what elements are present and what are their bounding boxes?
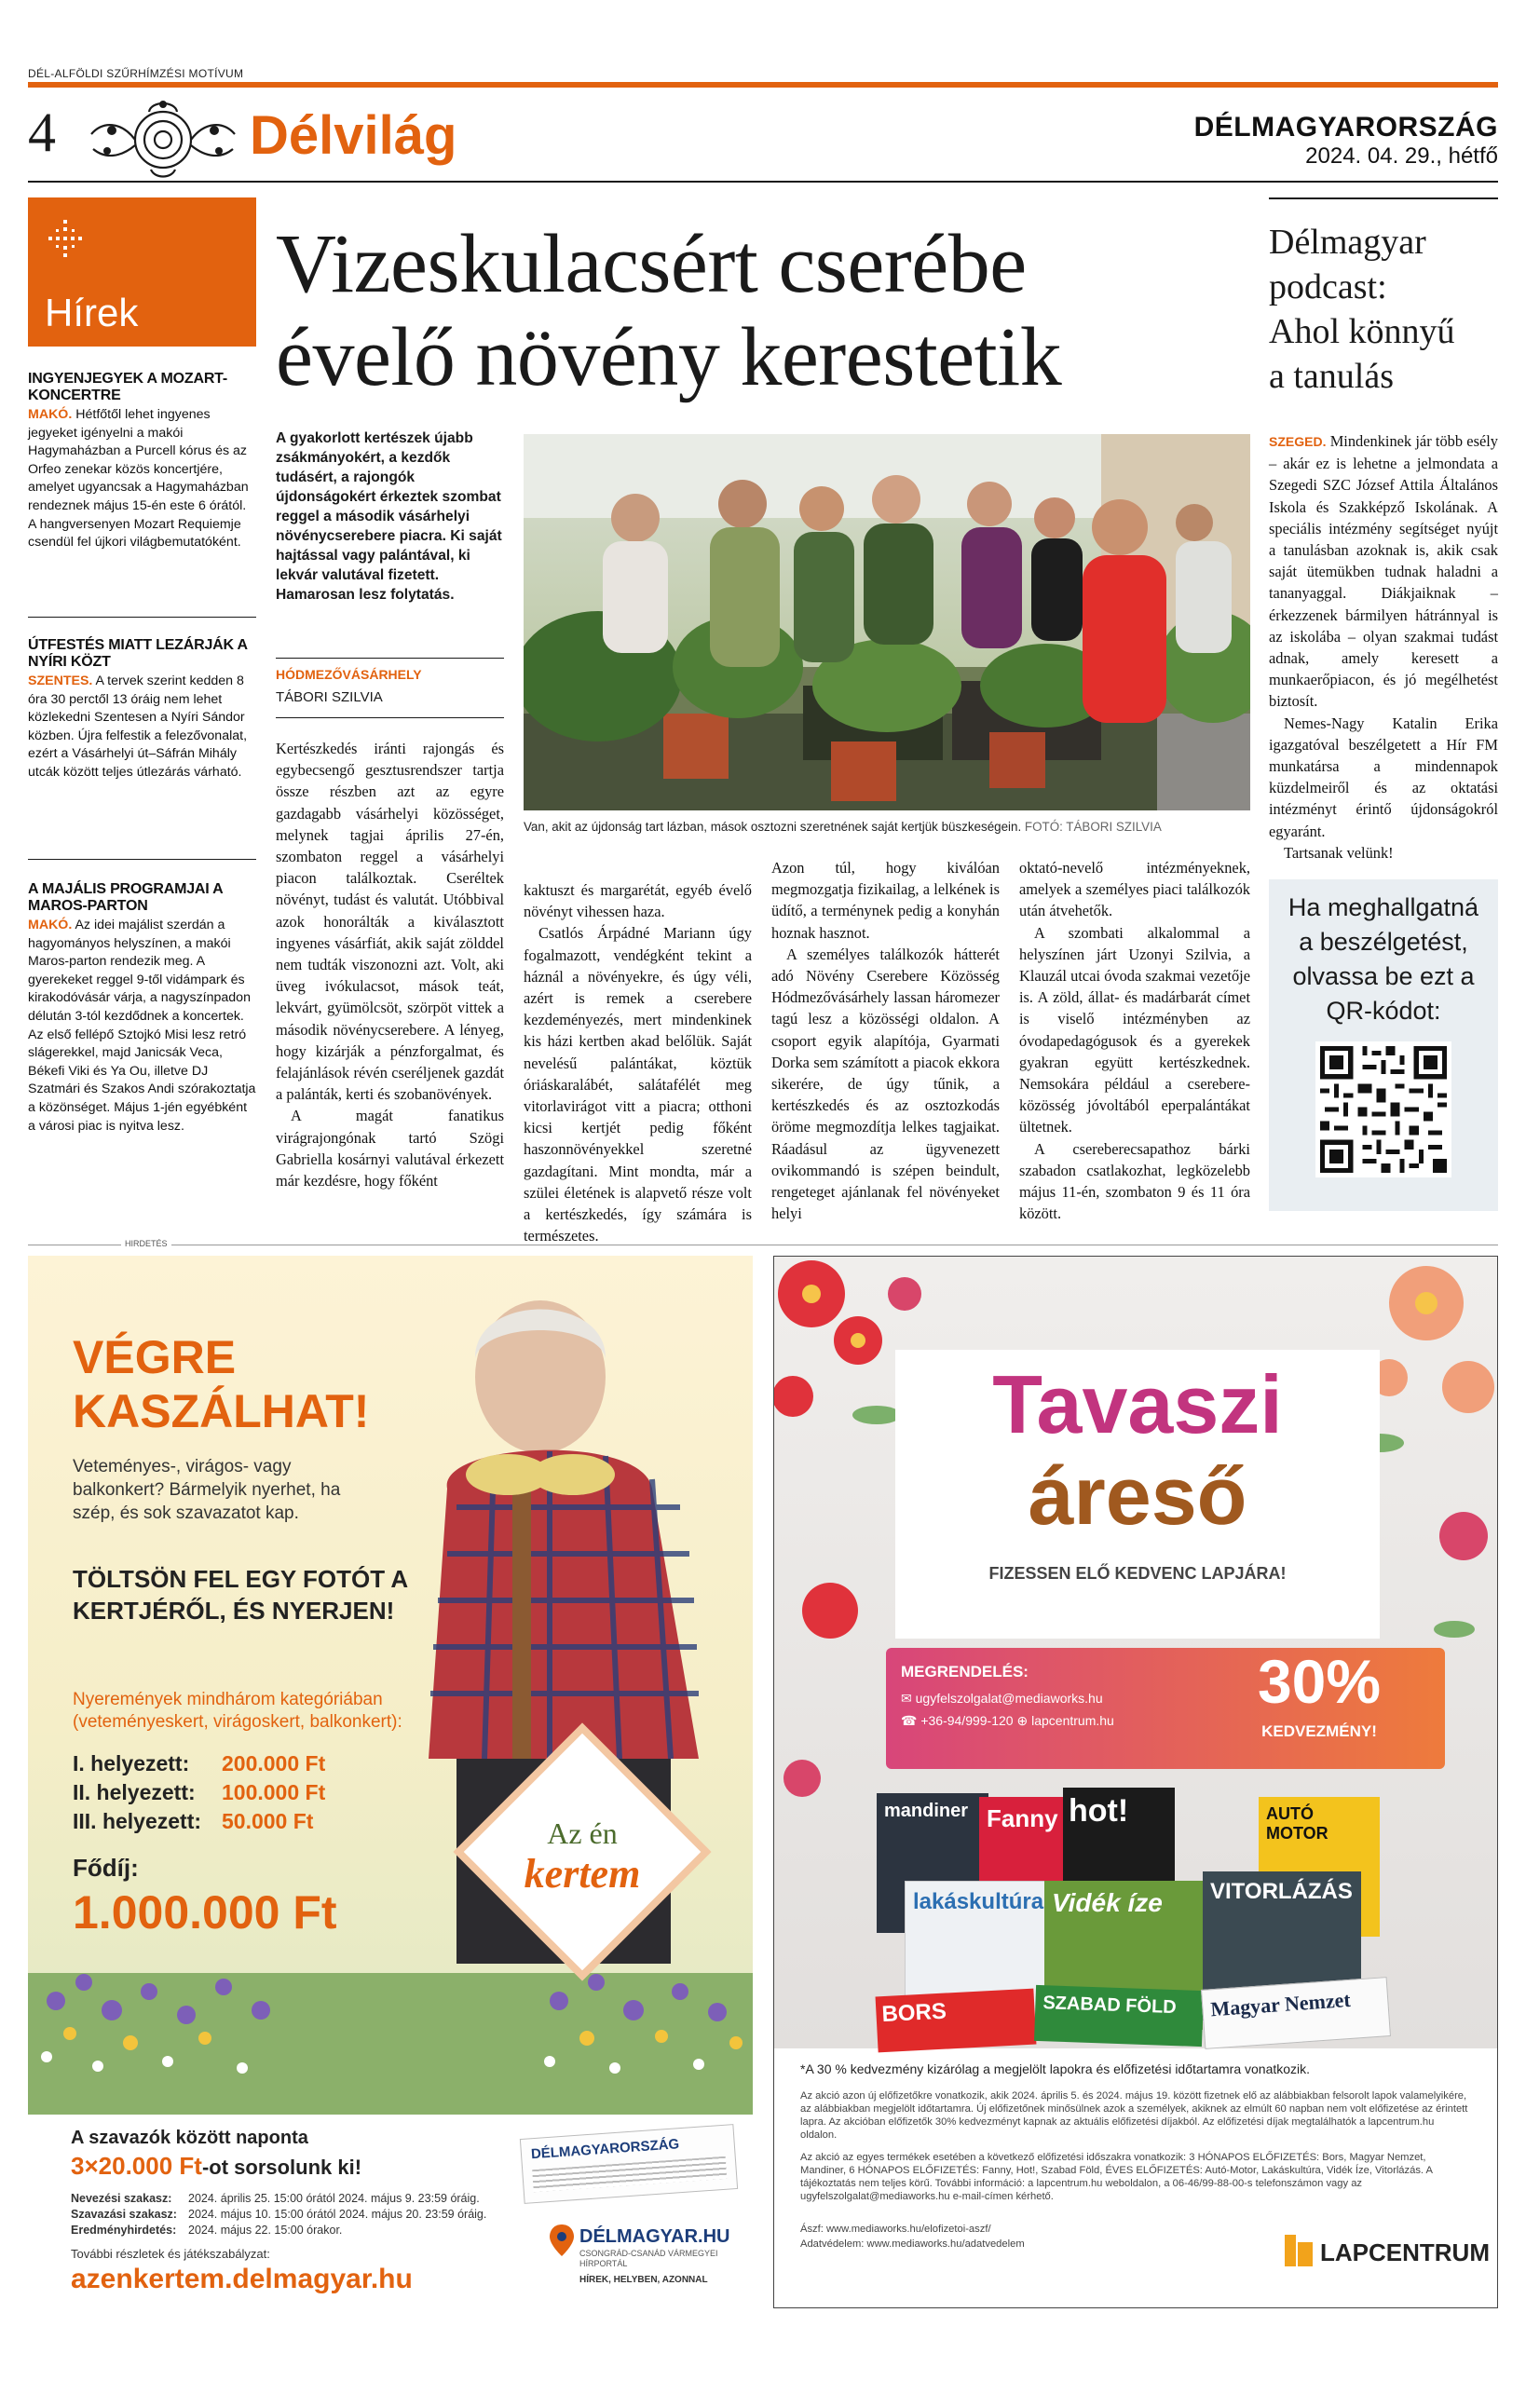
brief-1 [28,371,256,552]
daily-prize [71,2152,361,2181]
fine-print-2: Az akció az egyes termékek esetében a következő előfizetési időszakra vonatkozik: 3 HÓNAPOS ELŐFIZETÉS: Bors, Magyar Nemzet, Mandiner, 6 HÓNAPOS ELŐFIZETÉS: Fanny, Hot!, Szabad Föld, ÉVES ELŐFIZETÉS: Autó-Motor, Lakáskultúra, Vidék Íze, Vitorlázás. A tájékoztatás nem teljes körű. További információ: a lapcentrum.hu weboldalon, a 06-46/99-88-00-s telefonszámon vagy az ugyfelszolgalat@mediaworks.hu e-mail-címen kérhető. [800,2152,1433,2202]
fine-print-1: Az akció azon új előfizetőkre vonatkozik, akik 2024. április 5. és 2024. május 19. között fizetnek elő az alábbiakban felsorolt lapok valamelyikére, az alábbiakban megjelölt időtartamra. Új előfizetőnek minősülnek azok a személyek, akiknek az elmúlt 60 napban nem volt előfizetése az érintett lapra. Az akcióban előfizetők 30% kedvezményt kapnak az aktuális előfizetési díjakból. Az előfizetési díjak megtalálhatók a lapcentrum.hu oldalon. [800,2090,1468,2141]
brief-3-title: A MAJÁLIS PROGRAMJAI A MAROS-PARTON [28,881,223,914]
kertem-prizes [73,1749,445,1836]
author-divider [276,717,504,718]
kertem-logo-text-1: Az én [547,1816,618,1850]
kertem-headline-2: KASZÁLHAT! [73,1385,370,1437]
schedule [71,2191,555,2238]
col4-para-1: oktató-nevelő intézményeknek, amelyek a személyes piaci találkozók után átvehetők. [1019,859,1250,920]
brief-3-text: Az idei majálist szerdán a hagyományos helyszínen, a makói Maros-parton rendezik meg. A gyerekeket reggel 9-től vidámpark és kirakodóvásár várja, a nagyszínpadon délután 3-tól kezdődnek a koncertek. Az első fellépő Sztojkó Misi lesz retró slágerekkel, majd Janicsák Veca, Békefi Viki és Ya Ou, illetve DJ Szatmári és Szakos Andi szórakoztatja a közönséget. Május 1-jén egyébként a városi piac is nyitva lesz. [28,918,256,1134]
brief-2-title: ÚTFESTÉS MIATT LEZÁRJÁK A NYÍRI KÖZT [28,637,248,670]
podcast-title-2: podcast: [1269,267,1387,306]
schedule-3-label: Eredményhirdetés: [71,2224,177,2237]
kertem-url[interactable]: azenkertem.delmagyar.hu [71,2264,413,2294]
brief-divider-2 [28,859,256,860]
prize-2-value: 100.000 Ft [222,1780,326,1804]
col3-para-2: A személyes találkozók hátterét adó Növény Cserebere Közösség Hódmezővásárhely lassan háromezer tagú lesz a közösségi oldalon. A csoport egyik alapítója, Gyarmati Dorka sem számított a piacok ekkora sikerére, de úgy tűnik, a kertészkedés és az osztozkodás öröme megmozdítja lelkes tagjaikat. Ráadásul az ügyvenezett ovikommandó is szépen beindult, rengeteget ajánlanak fel növényeket helyi [771,945,1000,1223]
headline-line-2: évelő növény kerestetik [276,311,1062,403]
schedule-2-value: 2024. május 10. 15:00 órától 2024. május 20. 23:59 óráig. [188,2208,487,2221]
qr-text: Ha meghallgatná a beszélgetést, olvassa be ezt a QR-kódot: [1288,893,1479,1025]
podcast-title-3: Ahol könnyű [1269,312,1455,351]
schedule-2-label: Szavazási szakasz: [71,2208,177,2221]
promo-title-2: áreső [1028,1449,1247,1542]
magazine-stack [877,1778,1417,2048]
lapcentrum-ad [773,1256,1498,2308]
brand-sub: CSONGRÁD-CSANÁD VÁRMEGYEI HÍRPORTÁL [579,2249,718,2268]
page-number: 4 [28,102,56,163]
newspaper-lines [532,2156,727,2192]
col2-para-1: kaktuszt és margarétát, egyéb évelő növényt vihessen haza. [524,881,752,921]
map-pin-icon [550,2224,574,2256]
podcast-para-2: Nemes-Nagy Katalin Erika igazgatóval beszélgetett a Hír FM munkatársa a mindennapok küzdelmeiről és az oktatási intézményt érintő újdonságokról egyaránt. [1269,714,1498,840]
prize-1-label: I. helyezett: [73,1751,190,1775]
photo-credit: FOTÓ: TÁBORI SZILVIA [1024,820,1162,834]
brief-1-text: Hétfőtől lehet ingyenes jegyeket igényelni a makói Hagymaházban a Purcell kórus és az Orfeo zenekar közös koncertjére, amelyet ugyancsak a Hagymaházban rendeznek május 15-én este 6 órától. A hangversenyen Mozart Requiemje csendül fel újkori világbemutatóként. [28,407,249,551]
lapcentrum-logo-text: LAPCENTRUM [1320,2238,1490,2266]
main-prize-value: 1.000.000 Ft [73,1886,337,1939]
mag-mandiner: mandiner [877,1793,988,1933]
article-dateline: HÓDMEZŐVÁSÁRHELY [276,667,422,682]
podcast-para-1: Mindenkinek jár több esély – akár ez is lehetne a jelmondata a Szegedi SZC József Attila Általános Iskola és Szakképző Iskolának. A speciális intézmény segítséget nyújt a tanulásban azoknak is, akik csak saját ütemükben tudnak haladni a tananyaggal. Diákjaiknak – érkezzenek bármilyen hátránnyal is az iskolába – olyan szakmai tudást adnak, amely keresett a munkaerőpiacon, és jó megélhetést biztosít. [1269,432,1498,711]
lapcentrum-logo-icon [1285,2235,1313,2266]
podcast-title [1269,220,1498,399]
header-orange-rule [28,82,1498,88]
aszf-link[interactable]: Ászf: www.mediaworks.hu/elofizetoi-aszf/ [800,2224,991,2235]
daily-prize-suffix: -ot sorsolunk ki! [201,2156,362,2179]
order-site-text: lapcentrum.hu [1031,1713,1114,1728]
order-phone-text: +36-94/999-120 [920,1713,1014,1728]
article-col-2 [524,879,752,1246]
order-label: MEGRENDELÉS: [901,1663,1029,1680]
brief-divider-1 [28,617,256,618]
podcast-para-3: Tartsanak velünk! [1284,843,1394,862]
podcast-location: SZEGED. [1269,434,1327,449]
brief-1-title: INGYENJEGYEK A MOZART-KONCERTRE [28,371,227,403]
newspaper-mast: DÉLMAGYARORSZÁG [530,2136,680,2163]
col3-para-1: Azon túl, hogy kiválóan megmozgatja fizikailag, a lelkének is üdítő, a terménynek pedig a konyhán hoznak hasznot. [771,859,1000,942]
caption-text: Van, akit az újdonság tart lázban, mások osztozni szeretnének saját kertjük büszkeségein. [524,820,1022,834]
promo-title [895,1359,1380,1542]
header-bottom-rule [28,181,1498,183]
mag-videk-ize: Vidék íze [1044,1881,1203,2030]
mail-icon: ✉ [901,1691,916,1706]
article-author: TÁBORI SZILVIA [276,689,383,705]
kertem-ad [28,1256,753,2308]
kertem-headline-1: VÉGRE [73,1331,237,1383]
section-title: Délvilág [250,105,457,166]
brand-name: DÉLMAGYAR.HU [579,2226,730,2247]
mag-automotor: AUTÓ MOTOR [1259,1797,1380,1937]
discount-value: 30% [1257,1647,1382,1716]
kertem-prizes-intro: Nyeremények mindhárom kategóriában (veteményeskert, virágoskert, balkonkert): [73,1690,402,1732]
mag-hot: hot! [1063,1788,1175,1937]
article-photo [524,434,1250,810]
lead-divider [276,658,504,659]
brief-2-text: A tervek szerint kedden 8 óra 30 perctől 13 óráig nem lehet közlekedni Szentesen a Nyíri Sándor közben. Újra felfestik a felezővonalat, ezért a Vásárhelyi út–Sáfrán Mihály utcák között teljes útlezárás várható. [28,673,248,780]
podcast-top-rule [1269,197,1498,199]
qr-box [1269,879,1498,1211]
mag-lakaskultura: lakáskultúra [905,1881,1054,2020]
issue-date: 2024. 04. 29., hétfő [1305,143,1498,169]
schedule-1-label: Nevezési szakasz: [71,2192,172,2205]
schedule-3-value: 2024. május 22. 15:00 órakor. [188,2224,343,2237]
kertem-logo [461,1731,703,1973]
discount-label: KEDVEZMÉNY! [1261,1722,1377,1740]
article-col-3 [771,857,1000,1224]
privacy-link[interactable]: Adatvédelem: www.mediaworks.hu/adatvedelem [800,2238,1025,2250]
paper-name: DÉLMAGYARORSZÁG [1193,112,1498,143]
news-box [28,197,256,347]
news-box-title: Hírek [45,291,139,334]
brief-2 [28,637,256,782]
order-phone[interactable] [901,1713,1114,1729]
brief-3-location: MAKÓ. [28,918,73,932]
prize-3-value: 50.000 Ft [222,1809,314,1833]
order-email-text: ugyfelszolgalat@mediaworks.hu [915,1691,1103,1706]
newspaper-mock [520,2124,738,2204]
mag-magyar-nemzet: Magyar Nemzet [1201,1977,1391,2049]
order-email[interactable] [901,1691,1103,1707]
daily-line: A szavazók között naponta [71,2128,308,2148]
photo-caption [524,820,1250,834]
col4-para-3: A csereberecsapathoz bárki szabadon csatlakozhat, legközelebb május 11-én, szombaton 9 és 11 óra között. [1019,1139,1250,1223]
kertem-logo-text-2: kertem [524,1851,641,1897]
col1-para-1: Kertészkedés iránti rajongás és egybecsengő gesztusrendszer tartja össze részben azt az egyre gazdagabb vásárhelyi közösséget, melynek tagjai április 27-én, szombaton reggel a vásárhelyi piacon találkoztak. Cseréltek növényt, tudást és valutát. Utóbbival azok honorálták a kiválasztott ingyenes vásárfiát, akik saját zölddel nem tudták viszonozni azt. Volt, aki üveg ivókulacsot, mások teát, lekvárt, gyümölcsöt, szörpöt vittek a második növénycserebere. A lényeg, hogy kizárják a pénzforgalmat, és felajánlások révén cseréljenek gazdát a palánták, kerti és szobanövények. [276,740,504,1104]
schedule-row-2 [71,2207,555,2223]
article-lead: A gyakorlott kertészek újabb zsákmányokért, a kezdők tudásért, a rajongók újdonságokért érkeztek szombat reggel a második vásárhelyi növénycserebere piacra. Ki saját hajtással vagy palántával, ki lekvár valutával fizetett. Hamarosan lesz folytatás. [276,430,502,603]
col4-para-2: A szombati alkalommal a helyszínen járt Uzonyi Szilvia, a Klauzál utcai óvoda szakmai vezetője is. A zöld, állat- és madárbarát címet is viselő intézményben az óvodapedagógusok és a gyerekek gyakran együtt kertészkednek. Nemsokára például a cserebere-közösség jóvoltából eperpalántákat ültetnek. [1019,923,1250,1136]
more-info: További részletek és játékszabályzat: [71,2247,270,2261]
footnote: *A 30 % kedvezmény kizárólag a megjelölt lapokra és előfizetési időtartamra vonatkozik. [800,2061,1311,2076]
brand-tag: HÍREK, HELYBEN, AZONNAL [579,2275,708,2285]
qr-code-icon[interactable] [1315,1041,1451,1177]
brief-3 [28,881,256,1136]
article-headline [276,218,1245,404]
schedule-row-1 [71,2191,555,2207]
brief-1-location: MAKÓ. [28,407,73,422]
main-prize-label: Fődíj: [73,1854,139,1882]
article-col-1 [276,738,504,1191]
podcast-body [1269,430,1498,864]
headline-line-1: Vizeskulacsért cserébe [276,218,1027,310]
ad-label: HIRDETÉS [121,1239,171,1248]
folk-motif-icon [84,93,242,183]
kertem-cta: TÖLTSÖN FEL EGY FOTÓT A KERTJÉRŐL, ÉS NYERJEN! [73,1565,408,1625]
promo-title-1: Tavaszi [992,1358,1283,1450]
prize-3-label: III. helyezett: [73,1809,202,1833]
dot-grid-icon [45,218,86,259]
podcast-title-4: a tanulás [1269,357,1395,396]
mag-szabad-fold: SZABAD FÖLD [1034,1985,1204,2047]
schedule-1-value: 2024. április 25. 15:00 órától 2024. május 9. 23:59 óráig. [188,2192,480,2205]
prize-2-label: II. helyezett: [73,1780,196,1804]
brief-2-location: SZENTES. [28,673,93,688]
prize-row-2 [73,1778,445,1807]
col2-para-2: Csatlós Árpádné Mariann úgy fogalmazott, vendégként tekint a háznál a növényekre, és úgy véli, azért is remek a cserebere kezdeményezés, mert mindenkinek kis házi kertben akad belőlük. Saját nevelésű palántákat, köztük óriáskaralábét, salátafélét meg vitorlavirágot vitt a piacra; otthoni kicsi kertjét pedig főként haszonnövényekkel szeretné gazdagítani. Mint mondta, már a szülei életének is alapvető része volt a kertészkedés, így számára is természetes. [524,924,752,1245]
daily-prize-amount: 3×20.000 Ft [71,2152,202,2180]
promo-subtitle: FIZESSEN ELŐ KEDVENC LAPJÁRA! [988,1564,1287,1583]
prize-row-1 [73,1749,445,1778]
prize-row-3 [73,1807,445,1836]
page-kicker: DÉL-ALFÖLDI SZŰRHÍMZÉSI MOTÍVUM [28,67,244,80]
phone-icon: ☎ [901,1713,921,1728]
article-col-4 [1019,857,1250,1224]
mag-vitorlazas: VITORLÁZÁS [1203,1871,1361,2020]
mag-bors: BORS [876,1989,1037,2053]
prize-1-value: 200.000 Ft [222,1751,326,1775]
kertem-headline [73,1330,369,1438]
globe-icon: ⊕ [1016,1713,1032,1728]
col1-para-2: A magát fanatikus virágrajongónak tartó Szögi Gabriella kosárnyi valutával érkezett már kezdésre, hogy főként [276,1107,504,1190]
schedule-row-3 [71,2223,555,2238]
kertem-intro: Veteményes-, virágos- vagy balkonkert? Bármelyik nyerhet, ha szép, és sok szavazatot kap. [73,1457,341,1523]
podcast-title-1: Délmagyar [1269,223,1426,262]
mag-fanny: Fanny [979,1797,1072,1937]
